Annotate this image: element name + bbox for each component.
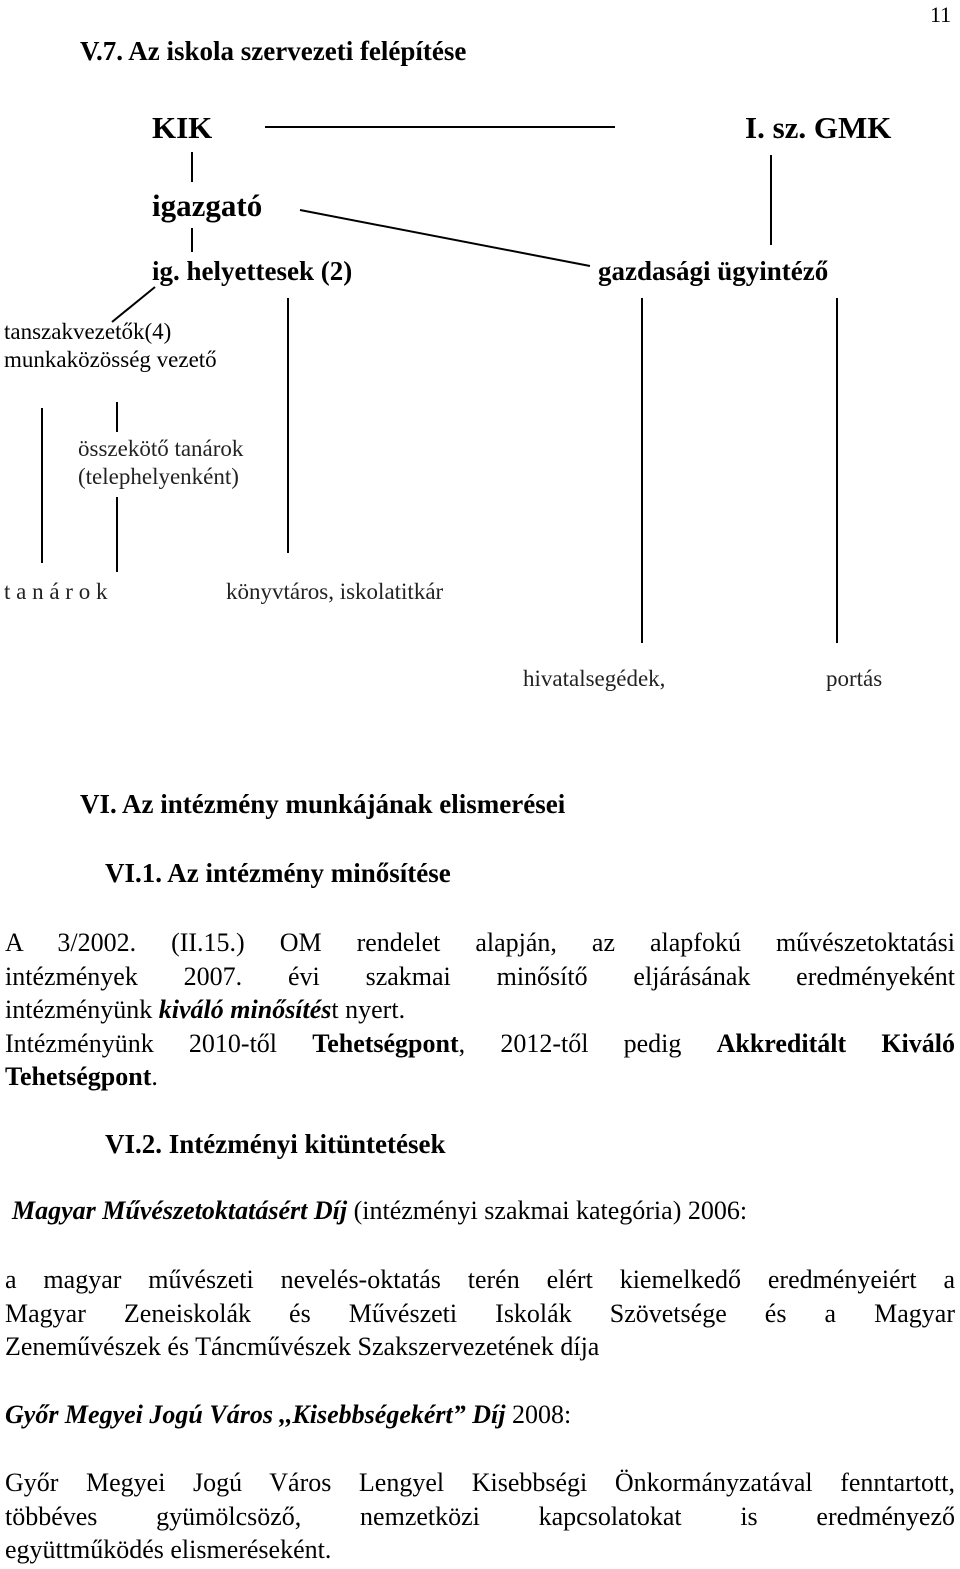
vi1-line: intézmények 2007. évi szakmai minősítő eljárásának eredményeként bbox=[5, 961, 955, 991]
org-node-kik: KIK bbox=[152, 110, 213, 145]
award1-description bbox=[5, 1263, 955, 1364]
org-node-tanszakvezetok: tanszakvezetők(4) bbox=[4, 319, 172, 344]
vi1-text: , 2012-től pedig bbox=[458, 1028, 717, 1058]
vi1-emphasis-akkreditalt: Akkreditált Kiváló bbox=[716, 1028, 955, 1058]
award2-description bbox=[5, 1466, 955, 1567]
award2-meta: 2008: bbox=[505, 1400, 572, 1429]
org-line-gazdasagi-hivatalsegedek bbox=[641, 298, 643, 643]
award1-name: Magyar Művészetoktatásért Díj bbox=[12, 1196, 348, 1225]
org-line-gazdasagi-portas bbox=[836, 298, 838, 643]
org-node-tanarok: t a n á r o k bbox=[4, 579, 108, 604]
page-number: 11 bbox=[930, 2, 952, 27]
award1-line: a magyar művészeti nevelés-oktatás terén elért kiemelkedő eredményeiért a bbox=[5, 1265, 955, 1294]
award1-meta: (intézményi szakmai kategória) 2006: bbox=[347, 1196, 748, 1225]
org-line-vezeto-osszekoto bbox=[116, 402, 118, 432]
org-line-helyettesek-konyvtaros bbox=[287, 298, 289, 553]
vi1-line bbox=[5, 993, 955, 1027]
award2-heading bbox=[5, 1400, 571, 1430]
org-node-igazgato: igazgató bbox=[152, 188, 263, 223]
vi1-emphasis-tehetsegpont-2: Tehetségpont bbox=[5, 1062, 152, 1091]
org-node-gazdasagi: gazdasági ügyintéző bbox=[598, 256, 829, 286]
org-line-osszekoto-tanarok bbox=[116, 497, 118, 572]
award2-name: Győr Megyei Jogú Város ,,Kisebbségekért” Díj bbox=[5, 1400, 506, 1429]
vi1-line: A 3/2002. (II.15.) OM rendelet alapján, az alapfokú művészetoktatási bbox=[5, 928, 955, 957]
org-node-gmk: I. sz. GMK bbox=[745, 110, 892, 145]
award1-line: Zeneművészek és Táncművészek Szakszervezetének díja bbox=[5, 1332, 600, 1361]
vi1-paragraph bbox=[5, 926, 955, 1094]
section-title-v7: V.7. Az iskola szervezeti felépítése bbox=[80, 36, 467, 66]
org-node-hivatalsegedek: hivatalsegédek, bbox=[523, 666, 666, 691]
org-node-portas: portás bbox=[826, 666, 883, 691]
award2-line: együttműködés elismeréseként. bbox=[5, 1535, 332, 1564]
section-title-vi2: VI.2. Intézményi kitüntetések bbox=[105, 1129, 446, 1159]
section-title-vi1: VI.1. Az intézmény minősítése bbox=[105, 858, 451, 888]
vi1-emphasis-tehetsegpont: Tehetségpont bbox=[312, 1028, 459, 1058]
org-node-konyvtaros: könyvtáros, iskolatitkár bbox=[226, 579, 444, 604]
award1-heading bbox=[12, 1196, 747, 1226]
vi1-text: intézményünk bbox=[5, 995, 159, 1024]
vi1-text: t nyert. bbox=[331, 995, 406, 1024]
award2-line: többéves gyümölcsöző, nemzetközi kapcsolatokat is eredményező bbox=[5, 1501, 955, 1531]
vi1-line bbox=[5, 1060, 955, 1094]
vi1-line bbox=[5, 1027, 955, 1061]
vi1-text: . bbox=[151, 1062, 158, 1091]
org-node-osszekoto-line1: összekötő tanárok bbox=[78, 436, 244, 461]
award1-line: Magyar Zeneiskolák és Művészeti Iskolák Szövetsége és a Magyar bbox=[5, 1298, 955, 1328]
section-title-vi: VI. Az intézmény munkájának elismerései bbox=[80, 789, 566, 819]
vi1-text: Intézményünk 2010-től bbox=[5, 1028, 313, 1058]
org-node-ig-helyettesek: ig. helyettesek (2) bbox=[152, 256, 353, 286]
org-node-munkakozosseg: munkaközösség vezető bbox=[4, 347, 217, 372]
org-node-osszekoto-line2: (telephelyenként) bbox=[78, 464, 239, 489]
vi1-emphasis-kivalo: kiváló minősítés bbox=[158, 995, 332, 1024]
award2-line: Győr Megyei Jogú Város Lengyel Kisebbségi Önkormányzatával fenntartott, bbox=[5, 1468, 955, 1497]
org-line-vezeto-tanarok bbox=[41, 408, 43, 563]
